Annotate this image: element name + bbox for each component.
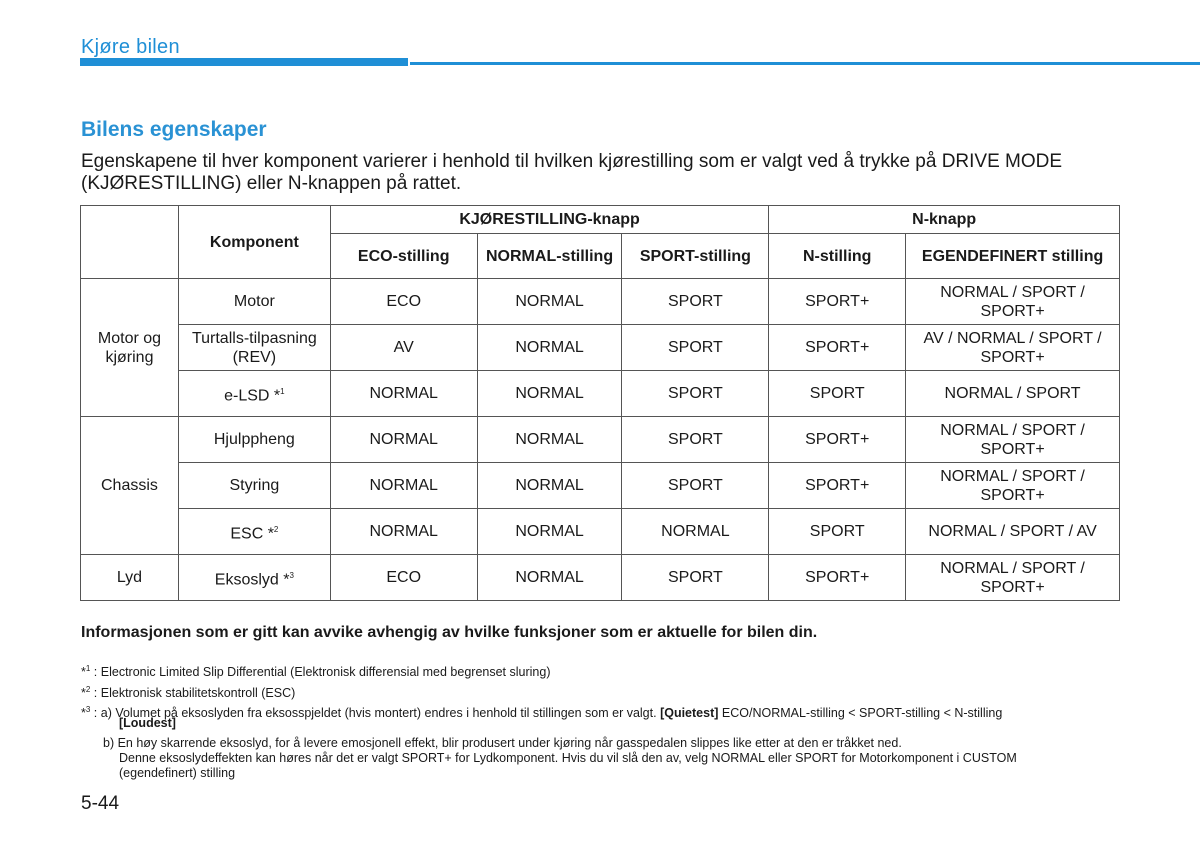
footnote-mark: * [81,686,86,701]
table-row [81,555,1120,601]
footnote-3a-cont [119,716,176,731]
value-cell: NORMAL [477,325,622,371]
value-cell: NORMAL [477,279,622,325]
value-cell: AV / NORMAL / SPORT / SPORT+ [906,325,1120,371]
table-row [81,463,1120,509]
header-empty-cell [81,206,179,279]
footnote-ref: 3 [289,570,294,580]
page-number: 5-44 [81,793,120,814]
footnote-3b-line2: Denne eksoslydeffekten kan høres når det er valgt SPORT+ for Lydkomponent. Hvis du vil slå den av, velg NORMAL eller SPORT for Motorkomponent i CUSTOM [119,751,1017,765]
component-name: e-LSD * [224,387,281,405]
footnote-3b-line1: b) En høy skarrende eksoslyd, for å levere emosjonell effekt, blir produsert under kjøring når gasspedalen slippes like etter at den er tråkket ned. [103,736,902,750]
footnote-text: : a) Volumet på eksoslyden fra eksosspjeldet (hvis montert) endres i henhold til stillingen som er valgt. [90,706,661,721]
header-group-n-button: N-knapp [769,206,1120,234]
component-cell: Turtalls-tilpasning (REV) [178,325,330,371]
component-cell [178,555,330,601]
category-cell: Motor og kjøring [81,279,179,417]
value-cell: NORMAL [477,509,622,555]
footnote-3b [103,736,1123,781]
value-cell: SPORT+ [769,279,906,325]
footnote-text: ECO/NORMAL-stilling < SPORT-stilling < N-stilling [718,706,1003,721]
table-row [81,371,1120,417]
component-name: Eksoslyd * [214,571,290,589]
value-cell: NORMAL [622,509,769,555]
value-cell: NORMAL [477,417,622,463]
value-cell: NORMAL [330,463,477,509]
value-cell: SPORT [622,279,769,325]
chapter-bar [80,58,408,66]
value-cell: NORMAL [330,371,477,417]
component-cell: Styring [178,463,330,509]
footnote-sup: 2 [85,685,91,694]
value-cell: SPORT [622,371,769,417]
component-name: ESC * [230,525,274,543]
footnote-ref: 2 [273,524,279,534]
value-cell: SPORT [769,371,906,417]
value-cell: SPORT+ [769,463,906,509]
value-cell: SPORT+ [769,325,906,371]
table-row [81,509,1120,555]
footnote-3b-line3: (egendefinert) stilling [119,766,236,780]
header-n: N-stilling [769,234,906,279]
table-row [81,417,1120,463]
value-cell: AV [330,325,477,371]
chapter-title: Kjøre bilen [81,36,180,58]
footnote-text: : Electronic Limited Slip Differential (Elektronisk differensial med begrenset sluring) [90,665,551,680]
value-cell: NORMAL [330,509,477,555]
drive-mode-table [80,205,1120,601]
table-header-row [81,206,1120,234]
footnote-sup: 3 [85,705,91,714]
footnote-1 [81,661,551,680]
footnote-text: : Elektronisk stabilitetskontroll (ESC) [90,686,296,701]
info-note: Informasjonen som er gitt kan avvike avhengig av hvilke funksjoner som er aktuelle for bilen din. [81,624,818,641]
footnote-mark: * [81,706,86,721]
value-cell: SPORT+ [769,417,906,463]
footnote-mark: * [81,665,86,680]
header-group-drive-mode: KJØRESTILLING-knapp [330,206,769,234]
table-row [81,325,1120,371]
header-custom: EGENDEFINERT stilling [906,234,1120,279]
header-rule [410,62,1200,65]
header-normal: NORMAL-stilling [477,234,622,279]
section-title: Bilens egenskaper [81,118,267,141]
loudest-label: [Loudest] [119,716,176,730]
value-cell: SPORT [622,417,769,463]
value-cell: ECO [330,279,477,325]
header-eco: ECO-stilling [330,234,477,279]
value-cell: NORMAL / SPORT / SPORT+ [906,279,1120,325]
value-cell: NORMAL / SPORT / AV [906,509,1120,555]
category-cell: Lyd [81,555,179,601]
header-komponent: Komponent [178,206,330,279]
footnote-3a [81,702,1121,721]
component-cell [178,509,330,555]
component-cell: Hjulppheng [178,417,330,463]
category-cell: Chassis [81,417,179,555]
value-cell: NORMAL [477,463,622,509]
value-cell: NORMAL [477,371,622,417]
value-cell: ECO [330,555,477,601]
value-cell: SPORT [622,325,769,371]
component-cell: Motor [178,279,330,325]
value-cell: NORMAL / SPORT / SPORT+ [906,463,1120,509]
intro-paragraph: Egenskapene til hver komponent varierer i henhold til hvilken kjørestilling som er valgt ved å trykke på DRIVE MODE (KJØRESTILLING) eller N-knappen på rattet. [81,151,1063,194]
header-sport: SPORT-stilling [622,234,769,279]
value-cell: SPORT [622,463,769,509]
value-cell: SPORT+ [769,555,906,601]
footnote-sup: 1 [85,664,91,673]
component-cell [178,371,330,417]
value-cell: NORMAL [330,417,477,463]
table-row [81,279,1120,325]
value-cell: SPORT [769,509,906,555]
footnote-ref: 1 [280,386,285,396]
value-cell: NORMAL / SPORT [906,371,1120,417]
value-cell: NORMAL / SPORT / SPORT+ [906,417,1120,463]
footnote-2 [81,682,295,701]
value-cell: NORMAL [477,555,622,601]
value-cell: SPORT [622,555,769,601]
quietest-label: [Quietest] [660,706,719,721]
value-cell: NORMAL / SPORT / SPORT+ [906,555,1120,601]
